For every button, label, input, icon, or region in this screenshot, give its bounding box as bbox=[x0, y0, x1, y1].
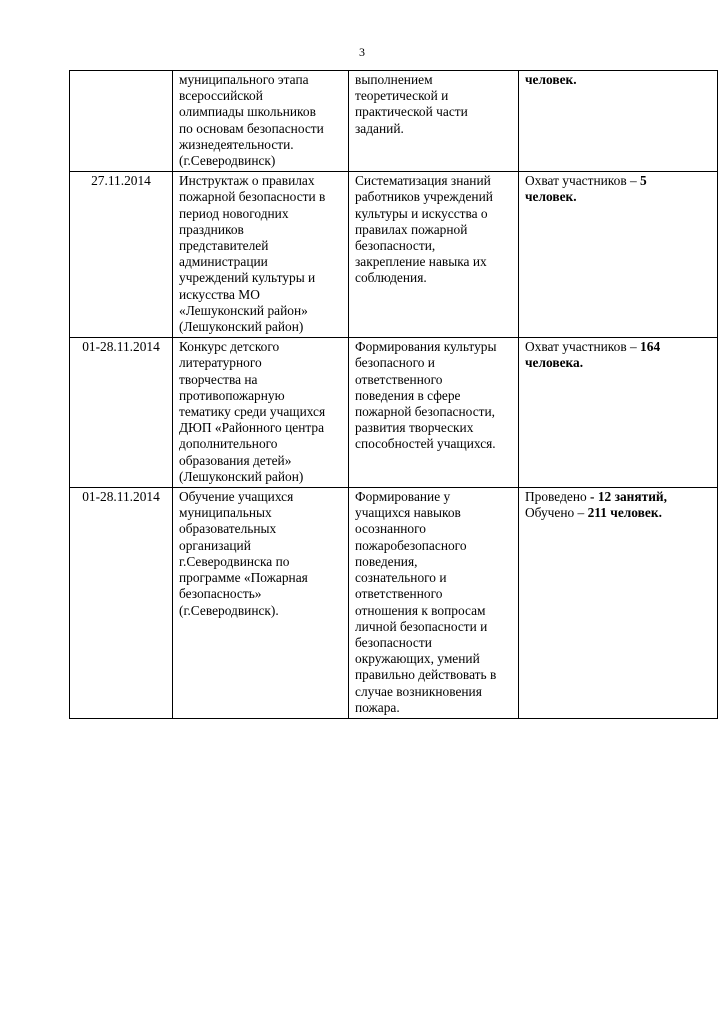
result-text: Проведено bbox=[525, 489, 591, 505]
goal-line: учащихся навыков bbox=[355, 505, 461, 521]
result-text: Обучено – bbox=[525, 505, 588, 521]
result-cell bbox=[519, 488, 718, 719]
event-line: олимпиады школьников bbox=[179, 104, 316, 120]
result-cell bbox=[519, 338, 718, 488]
result-cell bbox=[519, 172, 718, 338]
goal-line: отношения к вопросам bbox=[355, 602, 486, 618]
page-number: 3 bbox=[359, 45, 365, 59]
goal-line: заданий. bbox=[355, 120, 404, 136]
table-row bbox=[70, 71, 718, 172]
event-line: организаций bbox=[179, 537, 251, 553]
date-cell bbox=[70, 71, 173, 172]
goal-line: практической части bbox=[355, 104, 468, 120]
result-value: 211 человек. bbox=[587, 505, 662, 521]
result-value: - 12 занятий, bbox=[590, 489, 667, 505]
result-value: 164 bbox=[640, 339, 661, 355]
table-body bbox=[70, 71, 718, 719]
event-line: муниципальных bbox=[179, 505, 272, 521]
goal-line: пожара. bbox=[355, 699, 400, 715]
result-line bbox=[525, 189, 711, 205]
result-value: 5 bbox=[640, 173, 647, 189]
goal-line: правилах пожарной bbox=[355, 221, 468, 237]
event-line: учреждений культуры и bbox=[179, 270, 316, 286]
table-row bbox=[70, 172, 718, 338]
goal-line: развития творческих bbox=[355, 420, 474, 436]
goal-cell bbox=[349, 488, 519, 719]
event-line: (Лешуконский район) bbox=[179, 319, 304, 335]
goal-line: соблюдения. bbox=[355, 270, 427, 286]
table-row bbox=[70, 488, 718, 719]
goal-line: безопасного и bbox=[355, 355, 435, 371]
event-line: дополнительного bbox=[179, 436, 278, 452]
event-line: (г.Северодвинск). bbox=[179, 602, 279, 618]
goal-line: пожаробезопасного bbox=[355, 537, 467, 553]
goal-line: случае возникновения bbox=[355, 683, 482, 699]
event-line: программе «Пожарная bbox=[179, 570, 308, 586]
event-line: Обучение учащихся bbox=[179, 489, 294, 505]
event-cell bbox=[173, 172, 349, 338]
event-line: администрации bbox=[179, 254, 268, 270]
event-line: г.Северодвинска по bbox=[179, 553, 290, 569]
goal-line: личной безопасности и bbox=[355, 618, 488, 634]
goal-line: правильно действовать в bbox=[355, 667, 497, 683]
goal-line: ответственного bbox=[355, 371, 443, 387]
event-line: образования детей» bbox=[179, 452, 292, 468]
event-line: искусства МО bbox=[179, 286, 260, 302]
event-line: тематику среди учащихся bbox=[179, 404, 326, 420]
goal-line: работников учреждений bbox=[355, 189, 493, 205]
result-line bbox=[525, 173, 711, 189]
goal-line: окружающих, умений bbox=[355, 651, 480, 667]
event-line: праздников bbox=[179, 221, 244, 237]
event-line: образовательных bbox=[179, 521, 277, 537]
result-line bbox=[525, 339, 711, 355]
event-line: (Лешуконский район) bbox=[179, 468, 304, 484]
goal-cell bbox=[349, 71, 519, 172]
goal-line: культуры и искусства о bbox=[355, 205, 488, 221]
result-value: человек. bbox=[525, 72, 577, 87]
goal-line: Формирование у bbox=[355, 489, 451, 505]
goal-line: закрепление навыка их bbox=[355, 254, 487, 270]
event-line: представителей bbox=[179, 238, 269, 254]
event-cell bbox=[173, 488, 349, 719]
event-cell bbox=[173, 71, 349, 172]
result-line bbox=[525, 505, 711, 521]
event-line: литературного bbox=[179, 355, 262, 371]
events-table bbox=[69, 70, 718, 719]
goal-line: пожарной безопасности, bbox=[355, 404, 496, 420]
goal-line: безопасности, bbox=[355, 238, 436, 254]
goal-line: теоретической и bbox=[355, 88, 449, 104]
goal-line: ответственного bbox=[355, 586, 443, 602]
event-line: пожарной безопасности в bbox=[179, 189, 326, 205]
table-row bbox=[70, 338, 718, 488]
goal-cell bbox=[349, 172, 519, 338]
goal-line: сознательного и bbox=[355, 570, 447, 586]
date-cell: 27.11.2014 bbox=[70, 172, 173, 338]
event-line: Инструктаж о правилах bbox=[179, 173, 315, 189]
result-line bbox=[525, 72, 711, 88]
result-text: Охват участников – bbox=[525, 339, 641, 355]
event-line: жизнедеятельности. bbox=[179, 136, 294, 152]
result-cell bbox=[519, 71, 718, 172]
event-line: Конкурс детского bbox=[179, 339, 280, 355]
event-line: по основам безопасности bbox=[179, 120, 324, 136]
event-line: «Лешуконский район» bbox=[179, 302, 308, 318]
goal-line: Систематизация знаний bbox=[355, 173, 491, 189]
goal-line: Формирования культуры bbox=[355, 339, 497, 355]
event-line: безопасность» bbox=[179, 586, 262, 602]
result-value: человека. bbox=[525, 355, 584, 371]
goal-line: выполнением bbox=[355, 72, 433, 87]
event-line: ДЮП «Районного центра bbox=[179, 420, 325, 436]
result-line bbox=[525, 489, 711, 505]
event-line: всероссийской bbox=[179, 88, 263, 104]
event-line: период новогодних bbox=[179, 205, 289, 221]
result-text: Охват участников – bbox=[525, 173, 641, 189]
goal-line: осознанного bbox=[355, 521, 426, 537]
event-cell bbox=[173, 338, 349, 488]
event-line: муниципального этапа bbox=[179, 72, 309, 87]
event-line: противопожарную bbox=[179, 387, 285, 403]
goal-line: поведения, bbox=[355, 553, 418, 569]
result-value: человек. bbox=[525, 189, 577, 205]
date-cell: 01-28.11.2014 bbox=[70, 488, 173, 719]
event-line: (г.Северодвинск) bbox=[179, 153, 276, 169]
goal-line: способностей учащихся. bbox=[355, 436, 496, 452]
goal-line: безопасности bbox=[355, 634, 432, 650]
goal-line: поведения в сфере bbox=[355, 387, 461, 403]
date-cell: 01-28.11.2014 bbox=[70, 338, 173, 488]
goal-cell bbox=[349, 338, 519, 488]
event-line: творчества на bbox=[179, 371, 258, 387]
result-line bbox=[525, 355, 711, 371]
